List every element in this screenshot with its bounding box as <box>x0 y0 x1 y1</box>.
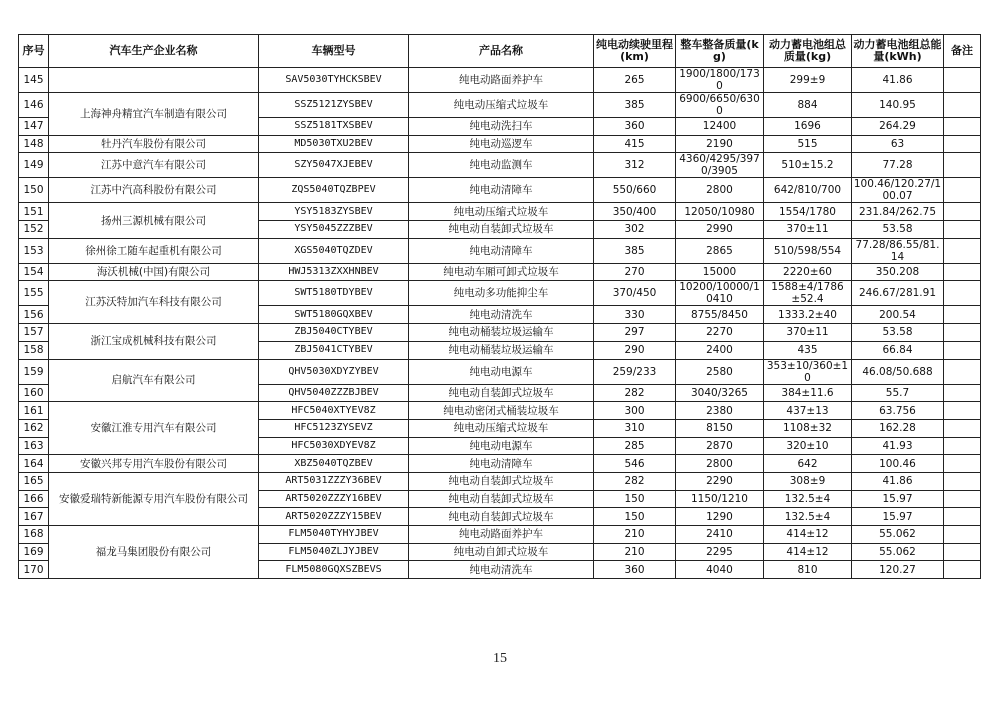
cell-model: SWT5180GQXBEV <box>259 306 409 324</box>
cell-model: XGS5040TQZDEV <box>259 238 409 263</box>
cell-model: YSY5183ZYSBEV <box>259 203 409 221</box>
cell-battery-energy: 55.7 <box>852 384 944 402</box>
cell-battery-energy: 200.54 <box>852 306 944 324</box>
cell-company: 江苏中意汽车有限公司 <box>49 153 259 178</box>
cell-model: YSY5045ZZZBEV <box>259 221 409 239</box>
cell-mass: 4360/4295/3970/3905 <box>676 153 764 178</box>
cell-remark <box>944 306 981 324</box>
cell-seq: 150 <box>19 178 49 203</box>
table-row <box>19 472 981 490</box>
cell-model: ART5020ZZZY15BEV <box>259 508 409 526</box>
cell-remark <box>944 221 981 239</box>
cell-battery-energy: 63 <box>852 135 944 153</box>
cell-battery-energy: 77.28 <box>852 153 944 178</box>
cell-mass: 1290 <box>676 508 764 526</box>
cell-remark <box>944 203 981 221</box>
cell-battery-energy: 53.58 <box>852 324 944 342</box>
cell-battery-mass: 510±15.2 <box>764 153 852 178</box>
cell-battery-energy: 140.95 <box>852 93 944 118</box>
header-battery-mass: 动力蓄电池组总质量(kg) <box>764 35 852 68</box>
header-company: 汽车生产企业名称 <box>49 35 259 68</box>
cell-remark <box>944 281 981 306</box>
cell-battery-energy: 15.97 <box>852 490 944 508</box>
cell-battery-energy: 41.93 <box>852 437 944 455</box>
cell-battery-energy: 41.86 <box>852 472 944 490</box>
table-header-row <box>19 35 981 68</box>
cell-model: HFC5030XDYEV8Z <box>259 437 409 455</box>
header-product: 产品名称 <box>409 35 594 68</box>
cell-remark <box>944 402 981 420</box>
cell-company: 牡丹汽车股份有限公司 <box>49 135 259 153</box>
cell-range: 370/450 <box>594 281 676 306</box>
cell-range: 150 <box>594 508 676 526</box>
cell-battery-energy: 53.58 <box>852 221 944 239</box>
table-row <box>19 68 981 93</box>
cell-remark <box>944 437 981 455</box>
cell-remark <box>944 135 981 153</box>
cell-mass: 2580 <box>676 359 764 384</box>
cell-battery-energy: 55.062 <box>852 526 944 544</box>
cell-model: QHV5040ZZZBJBEV <box>259 384 409 402</box>
cell-mass: 1150/1210 <box>676 490 764 508</box>
vehicle-catalog-table <box>18 34 981 579</box>
table-row <box>19 263 981 281</box>
cell-model: ART5020ZZZY16BEV <box>259 490 409 508</box>
cell-seq: 149 <box>19 153 49 178</box>
cell-seq: 161 <box>19 402 49 420</box>
cell-battery-energy: 46.08/50.688 <box>852 359 944 384</box>
page-number: 15 <box>493 651 507 666</box>
cell-product: 纯电动车厢可卸式垃圾车 <box>409 263 594 281</box>
cell-range: 210 <box>594 526 676 544</box>
cell-range: 210 <box>594 543 676 561</box>
header-seq: 序号 <box>19 35 49 68</box>
cell-product: 纯电动自装卸式垃圾车 <box>409 472 594 490</box>
cell-battery-mass: 1554/1780 <box>764 203 852 221</box>
cell-company: 福龙马集团股份有限公司 <box>49 526 259 579</box>
cell-mass: 2870 <box>676 437 764 455</box>
cell-product: 纯电动清障车 <box>409 178 594 203</box>
cell-battery-mass: 1108±32 <box>764 419 852 437</box>
cell-product: 纯电动路面养护车 <box>409 526 594 544</box>
cell-range: 550/660 <box>594 178 676 203</box>
cell-model: SAV5030TYHCKSBEV <box>259 68 409 93</box>
cell-model: FLM5040TYHYJBEV <box>259 526 409 544</box>
cell-mass: 10200/10000/10410 <box>676 281 764 306</box>
cell-model: ZBJ5040CTYBEV <box>259 324 409 342</box>
cell-battery-mass: 435 <box>764 341 852 359</box>
cell-range: 297 <box>594 324 676 342</box>
cell-battery-mass: 1588±4/1786±52.4 <box>764 281 852 306</box>
cell-remark <box>944 359 981 384</box>
cell-remark <box>944 324 981 342</box>
cell-product: 纯电动巡逻车 <box>409 135 594 153</box>
cell-battery-energy: 100.46/120.27/100.07 <box>852 178 944 203</box>
cell-seq: 162 <box>19 419 49 437</box>
cell-company: 安徽兴邦专用汽车股份有限公司 <box>49 455 259 473</box>
cell-mass: 15000 <box>676 263 764 281</box>
cell-range: 302 <box>594 221 676 239</box>
cell-battery-energy: 66.84 <box>852 341 944 359</box>
cell-model: MD5030TXU2BEV <box>259 135 409 153</box>
table-row <box>19 324 981 342</box>
cell-company: 江苏中汽高科股份有限公司 <box>49 178 259 203</box>
header-battery-energy: 动力蓄电池组总能量(kWh) <box>852 35 944 68</box>
cell-seq: 156 <box>19 306 49 324</box>
cell-mass: 2800 <box>676 178 764 203</box>
cell-seq: 170 <box>19 561 49 579</box>
cell-range: 312 <box>594 153 676 178</box>
cell-product: 纯电动洗扫车 <box>409 118 594 136</box>
table-row <box>19 281 981 306</box>
cell-range: 282 <box>594 384 676 402</box>
cell-seq: 169 <box>19 543 49 561</box>
cell-range: 300 <box>594 402 676 420</box>
cell-company: 扬州三源机械有限公司 <box>49 203 259 238</box>
cell-battery-mass: 1333.2±40 <box>764 306 852 324</box>
cell-remark <box>944 341 981 359</box>
cell-remark <box>944 472 981 490</box>
cell-battery-energy: 264.29 <box>852 118 944 136</box>
cell-battery-energy: 41.86 <box>852 68 944 93</box>
cell-company: 启航汽车有限公司 <box>49 359 259 402</box>
cell-battery-mass: 642/810/700 <box>764 178 852 203</box>
cell-product: 纯电动清障车 <box>409 238 594 263</box>
cell-product: 纯电动自装卸式垃圾车 <box>409 490 594 508</box>
cell-model: SWT5180TDYBEV <box>259 281 409 306</box>
cell-range: 285 <box>594 437 676 455</box>
cell-mass: 2400 <box>676 341 764 359</box>
cell-range: 385 <box>594 238 676 263</box>
cell-range: 282 <box>594 472 676 490</box>
cell-range: 265 <box>594 68 676 93</box>
cell-battery-energy: 63.756 <box>852 402 944 420</box>
cell-battery-mass: 510/598/554 <box>764 238 852 263</box>
cell-remark <box>944 93 981 118</box>
cell-product: 纯电动自装卸式垃圾车 <box>409 508 594 526</box>
cell-remark <box>944 455 981 473</box>
cell-mass: 2380 <box>676 402 764 420</box>
cell-battery-energy: 162.28 <box>852 419 944 437</box>
cell-range: 150 <box>594 490 676 508</box>
cell-model: HFC5123ZYSEVZ <box>259 419 409 437</box>
cell-mass: 8755/8450 <box>676 306 764 324</box>
cell-battery-mass: 353±10/360±10 <box>764 359 852 384</box>
cell-product: 纯电动监测车 <box>409 153 594 178</box>
cell-mass: 12400 <box>676 118 764 136</box>
cell-model: QHV5030XDYZYBEV <box>259 359 409 384</box>
table-row <box>19 178 981 203</box>
table-row <box>19 402 981 420</box>
cell-product: 纯电动自卸式垃圾车 <box>409 543 594 561</box>
cell-battery-mass: 132.5±4 <box>764 490 852 508</box>
header-remark: 备注 <box>944 35 981 68</box>
cell-seq: 165 <box>19 472 49 490</box>
table-row <box>19 455 981 473</box>
table-row <box>19 93 981 118</box>
cell-company: 徐州徐工随车起重机有限公司 <box>49 238 259 263</box>
table-body <box>19 68 981 579</box>
cell-battery-energy: 350.208 <box>852 263 944 281</box>
cell-product: 纯电动压缩式垃圾车 <box>409 419 594 437</box>
cell-remark <box>944 68 981 93</box>
cell-product: 纯电动自装卸式垃圾车 <box>409 221 594 239</box>
cell-seq: 164 <box>19 455 49 473</box>
cell-seq: 167 <box>19 508 49 526</box>
cell-seq: 153 <box>19 238 49 263</box>
cell-mass: 2800 <box>676 455 764 473</box>
cell-seq: 155 <box>19 281 49 306</box>
table-row <box>19 203 981 221</box>
cell-seq: 157 <box>19 324 49 342</box>
table-row <box>19 526 981 544</box>
cell-model: ART5031ZZZY36BEV <box>259 472 409 490</box>
cell-remark <box>944 153 981 178</box>
cell-range: 385 <box>594 93 676 118</box>
cell-seq: 154 <box>19 263 49 281</box>
cell-battery-mass: 515 <box>764 135 852 153</box>
cell-product: 纯电动压缩式垃圾车 <box>409 93 594 118</box>
cell-product: 纯电动清洗车 <box>409 306 594 324</box>
cell-model: ZBJ5041CTYBEV <box>259 341 409 359</box>
cell-battery-mass: 1696 <box>764 118 852 136</box>
cell-remark <box>944 419 981 437</box>
cell-battery-mass: 132.5±4 <box>764 508 852 526</box>
cell-company: 上海神舟精宜汽车制造有限公司 <box>49 93 259 136</box>
cell-battery-mass: 437±13 <box>764 402 852 420</box>
cell-mass: 6900/6650/6300 <box>676 93 764 118</box>
cell-product: 纯电动电源车 <box>409 437 594 455</box>
cell-remark <box>944 384 981 402</box>
header-range: 纯电动续驶里程(km) <box>594 35 676 68</box>
cell-range: 270 <box>594 263 676 281</box>
cell-battery-mass: 2220±60 <box>764 263 852 281</box>
cell-range: 360 <box>594 118 676 136</box>
cell-battery-energy: 246.67/281.91 <box>852 281 944 306</box>
cell-product: 纯电动桶装垃圾运输车 <box>409 341 594 359</box>
cell-model: SSZ5181TXSBEV <box>259 118 409 136</box>
cell-remark <box>944 490 981 508</box>
cell-battery-energy: 15.97 <box>852 508 944 526</box>
cell-battery-mass: 370±11 <box>764 221 852 239</box>
cell-model: FLM5080GQXSZBEVS <box>259 561 409 579</box>
cell-battery-mass: 370±11 <box>764 324 852 342</box>
table-row <box>19 359 981 384</box>
cell-product: 纯电动桶装垃圾运输车 <box>409 324 594 342</box>
cell-mass: 1900/1800/1730 <box>676 68 764 93</box>
cell-seq: 163 <box>19 437 49 455</box>
cell-seq: 168 <box>19 526 49 544</box>
table-row <box>19 135 981 153</box>
cell-battery-mass: 384±11.6 <box>764 384 852 402</box>
cell-remark <box>944 238 981 263</box>
cell-range: 330 <box>594 306 676 324</box>
cell-seq: 152 <box>19 221 49 239</box>
vehicle-catalog-sheet <box>18 34 980 579</box>
cell-product: 纯电动清障车 <box>409 455 594 473</box>
cell-mass: 2410 <box>676 526 764 544</box>
cell-remark <box>944 543 981 561</box>
cell-range: 350/400 <box>594 203 676 221</box>
cell-model: SZY5047XJEBEV <box>259 153 409 178</box>
cell-remark <box>944 178 981 203</box>
cell-product: 纯电动路面养护车 <box>409 68 594 93</box>
cell-mass: 3040/3265 <box>676 384 764 402</box>
cell-company: 江苏沃特加汽车科技有限公司 <box>49 281 259 324</box>
cell-range: 259/233 <box>594 359 676 384</box>
cell-model: FLM5040ZLJYJBEV <box>259 543 409 561</box>
cell-remark <box>944 263 981 281</box>
cell-mass: 4040 <box>676 561 764 579</box>
cell-battery-mass: 308±9 <box>764 472 852 490</box>
cell-battery-mass: 884 <box>764 93 852 118</box>
cell-remark <box>944 508 981 526</box>
cell-range: 310 <box>594 419 676 437</box>
cell-mass: 2270 <box>676 324 764 342</box>
cell-company: 安徽爱瑞特新能源专用汽车股份有限公司 <box>49 472 259 525</box>
cell-battery-energy: 231.84/262.75 <box>852 203 944 221</box>
table-row <box>19 153 981 178</box>
cell-seq: 147 <box>19 118 49 136</box>
cell-mass: 8150 <box>676 419 764 437</box>
cell-mass: 2190 <box>676 135 764 153</box>
cell-model: HFC5040XTYEV8Z <box>259 402 409 420</box>
cell-company: 安徽江淮专用汽车有限公司 <box>49 402 259 455</box>
cell-mass: 2295 <box>676 543 764 561</box>
cell-product: 纯电动压缩式垃圾车 <box>409 203 594 221</box>
cell-seq: 151 <box>19 203 49 221</box>
header-mass: 整车整备质量(kg) <box>676 35 764 68</box>
cell-product: 纯电动清洗车 <box>409 561 594 579</box>
cell-range: 360 <box>594 561 676 579</box>
cell-battery-mass: 642 <box>764 455 852 473</box>
cell-model: ZQS5040TQZBPEV <box>259 178 409 203</box>
cell-product: 纯电动电源车 <box>409 359 594 384</box>
cell-range: 290 <box>594 341 676 359</box>
cell-remark <box>944 118 981 136</box>
cell-product: 纯电动密闭式桶装垃圾车 <box>409 402 594 420</box>
cell-seq: 160 <box>19 384 49 402</box>
cell-battery-energy: 77.28/86.55/81.14 <box>852 238 944 263</box>
cell-product: 纯电动多功能抑尘车 <box>409 281 594 306</box>
cell-seq: 166 <box>19 490 49 508</box>
cell-battery-mass: 299±9 <box>764 68 852 93</box>
header-model: 车辆型号 <box>259 35 409 68</box>
cell-mass: 2865 <box>676 238 764 263</box>
cell-product: 纯电动自装卸式垃圾车 <box>409 384 594 402</box>
cell-range: 415 <box>594 135 676 153</box>
cell-seq: 158 <box>19 341 49 359</box>
cell-model: HWJ5313ZXXHNBEV <box>259 263 409 281</box>
cell-battery-mass: 810 <box>764 561 852 579</box>
cell-seq: 159 <box>19 359 49 384</box>
cell-model: SSZ5121ZYSBEV <box>259 93 409 118</box>
cell-range: 546 <box>594 455 676 473</box>
cell-battery-energy: 100.46 <box>852 455 944 473</box>
cell-company <box>49 68 259 93</box>
cell-seq: 148 <box>19 135 49 153</box>
cell-battery-mass: 414±12 <box>764 543 852 561</box>
cell-mass: 12050/10980 <box>676 203 764 221</box>
cell-battery-mass: 414±12 <box>764 526 852 544</box>
cell-remark <box>944 561 981 579</box>
cell-remark <box>944 526 981 544</box>
table-row <box>19 238 981 263</box>
cell-company: 海沃机械(中国)有限公司 <box>49 263 259 281</box>
cell-mass: 2290 <box>676 472 764 490</box>
cell-seq: 145 <box>19 68 49 93</box>
cell-battery-energy: 55.062 <box>852 543 944 561</box>
cell-battery-energy: 120.27 <box>852 561 944 579</box>
cell-battery-mass: 320±10 <box>764 437 852 455</box>
cell-company: 浙江宝成机械科技有限公司 <box>49 324 259 359</box>
cell-model: XBZ5040TQZBEV <box>259 455 409 473</box>
cell-seq: 146 <box>19 93 49 118</box>
cell-mass: 2990 <box>676 221 764 239</box>
